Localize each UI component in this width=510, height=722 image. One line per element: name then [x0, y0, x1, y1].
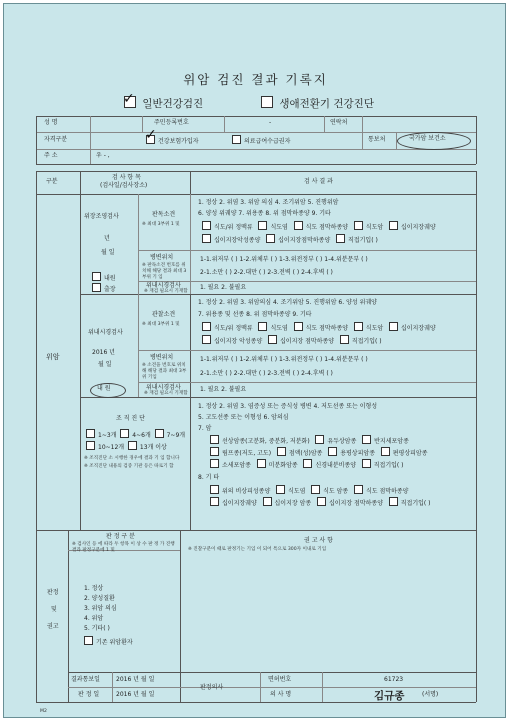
upper-gi-house-checkbox[interactable]: [92, 283, 101, 292]
cancer-box-9[interactable]: [257, 459, 266, 468]
col-item-subheader: (검사일/검사장소): [100, 182, 148, 189]
biopsy-count-5[interactable]: [128, 441, 137, 450]
cancer-box-4[interactable]: [210, 447, 219, 456]
upper-gi-lesion-label: 병변위치: [150, 254, 174, 261]
ugi-box-8[interactable]: [336, 234, 345, 243]
endo-findings-1: 1. 정상 2. 위염 3. 위암의심 4. 조기위암 5. 진행위암 6. 양성 위궤양: [198, 299, 377, 306]
ugi-box-2[interactable]: [258, 221, 267, 230]
endo-year: 2016 년: [92, 349, 115, 356]
page-number: M2: [40, 709, 47, 714]
upper-gi-recheck-note: ※ 재검 필요시 기재함: [144, 289, 188, 294]
biopsy-counts-row1: [86, 429, 185, 441]
endo-findings-label: 관찰소견: [152, 311, 176, 318]
ugi-box-2-label: 식도염: [270, 224, 288, 231]
ugi-box-1[interactable]: [202, 221, 211, 230]
biopsy-result-row1: 1. 정상 2. 위염 3. 염증성 또는 증식성 병변 4. 저도선종 또는 이형성: [198, 403, 378, 410]
endo-date: 월 일: [98, 361, 112, 368]
upper-gi-date: 월 일: [101, 249, 115, 256]
qual-medicaid-label: 의료급여수급권자: [244, 138, 291, 145]
col-item-header: 검 사 항 목: [112, 174, 141, 181]
endo-box-1[interactable]: [202, 322, 211, 331]
endo-box-6[interactable]: [202, 335, 211, 344]
license-label: 면허번호: [268, 676, 292, 683]
cancer-box-8-label: 소세포암종: [222, 462, 251, 469]
biopsy-result-row3: 7. 암: [198, 425, 212, 432]
judgment-item-4[interactable]: 4. 위암: [84, 615, 104, 622]
judgment-item-2[interactable]: 2. 양성질환: [84, 595, 115, 602]
biopsy-count-2[interactable]: [120, 429, 129, 438]
upper-gi-findings-boxes2: [202, 234, 378, 246]
upper-gi-findings-2: 6. 양성 위궤양 7. 위용종 8. 위 점막하종양 9. 기타: [198, 210, 331, 217]
license-value[interactable]: 61723: [384, 676, 404, 683]
general-checkup-checkbox[interactable]: [124, 96, 136, 108]
cancer-box-10-label: 신경내분비종양: [315, 462, 357, 469]
other-box-8[interactable]: [389, 497, 398, 506]
notice-label: 통보처: [368, 136, 386, 143]
biopsy-count-3-label: 7~9개: [166, 432, 186, 439]
endo-box-3-label: 식도 점막하종양: [305, 325, 349, 332]
existing-patient-label: 기존 위암환자: [96, 639, 133, 646]
cancer-box-6-label: 용평상피암종: [340, 450, 375, 457]
doctor-name-value: 김규종: [374, 690, 405, 702]
ugi-box-5[interactable]: [389, 221, 398, 230]
endo-box-4[interactable]: [354, 322, 363, 331]
cancer-box-9-label: 미분화암종: [268, 462, 298, 469]
existing-patient-checkbox[interactable]: [84, 636, 93, 645]
biopsy-note-1: ※ 조직진단 소 시행한 경우에 결과 기 입 합니다: [84, 456, 180, 461]
upper-gi-findings-label: 판독소견: [152, 211, 176, 218]
judge-date[interactable]: 2016 년 월 일: [116, 691, 155, 698]
addr-label: 주 소: [44, 152, 58, 159]
biopsy-count-1-label: 1~3개: [98, 432, 117, 439]
addr-field[interactable]: 우 - ,: [96, 152, 110, 159]
judge-date-label: 판 정 일: [78, 691, 100, 698]
upper-gi-findings-note: ※ 최대 3부위 1 및: [142, 222, 180, 227]
other-box-1[interactable]: [210, 485, 219, 494]
other-box-7[interactable]: [317, 497, 326, 506]
biopsy-title: 조 직 진 단: [116, 415, 145, 422]
contact-field[interactable]: [369, 118, 469, 130]
cancer-box-2[interactable]: [315, 435, 324, 444]
biopsy-other-row2: [210, 497, 431, 509]
ugi-box-6[interactable]: [202, 234, 211, 243]
advice-title: 권 고 사 항: [304, 537, 333, 544]
result-form-sheet: [3, 3, 506, 718]
other-box-5[interactable]: [210, 497, 219, 506]
upper-gi-lesion-row1: 1-1.위저부 ( ) 1-2.위체부 ( ) 1-3.위전정부 ( ) 1-4.위분문부 ( ): [200, 256, 368, 263]
endo-box-5[interactable]: [389, 322, 398, 331]
judgment-label-3: 권고: [47, 623, 59, 630]
ugi-box-8-label: 직접기입( ): [348, 237, 378, 244]
rrn-field[interactable]: -: [269, 119, 272, 126]
cancer-box-3-label: 반지세포암종: [374, 438, 409, 445]
other-box-6[interactable]: [263, 497, 272, 506]
other-box-2[interactable]: [276, 485, 285, 494]
endo-box-3[interactable]: [294, 322, 303, 331]
result-date[interactable]: 2016 년 월 일: [116, 676, 155, 683]
endo-title: 위내시경검사: [88, 329, 123, 336]
gastric-section-label: 위암: [46, 353, 60, 361]
endo-place: 내 원: [97, 385, 111, 392]
ugi-box-3-label: 식도 점막하종양: [305, 224, 349, 231]
advice-field[interactable]: [184, 556, 472, 668]
judgment-class-title: 판 정 구 분: [106, 533, 135, 540]
name-field[interactable]: [92, 118, 140, 130]
biopsy-counts-row2: [86, 441, 167, 453]
upper-gi-house-label: 출장: [104, 286, 116, 293]
biopsy-cancer-row3: [210, 459, 404, 471]
endo-recheck-value[interactable]: 1. 필요 2. 불필요: [200, 386, 247, 393]
ugi-box-4[interactable]: [354, 221, 363, 230]
ugi-box-4-label: 식도암: [365, 224, 384, 231]
endo-lesion-row2: 2-1.소만 ( ) 2-2.대만 ( ) 2-3.전벽 ( ) 2-4.후벽 ( ): [200, 370, 333, 377]
judgment-item-6[interactable]: [84, 636, 133, 648]
cancer-box-5-label: 점액(성)암종: [288, 450, 323, 457]
cancer-box-7[interactable]: [381, 447, 390, 456]
endo-findings-boxes: [202, 322, 436, 334]
endo-box-2[interactable]: [258, 322, 267, 331]
other-box-4-label: 식도 점막하종양: [365, 488, 409, 495]
other-box-5-label: 십이지장궤양: [222, 500, 257, 507]
biopsy-cancer-row1: [210, 435, 409, 447]
rrn-label: 주민등록번호: [154, 119, 189, 126]
upper-gi-lesion-note: ※ 판독소견 번호를 위치해 해당 결과 최대 3부위 기 입: [142, 263, 187, 280]
biopsy-result-row2: 5. 고도선종 또는 이형성 6. 암의심: [198, 414, 289, 421]
other-box-8-label: 직접기입( ): [400, 500, 431, 507]
sign-label: (서명): [422, 691, 439, 698]
biopsy-note-2: ※ 조직진단 내용의 검증 기관 등은 따로기 합: [84, 464, 174, 469]
judgment-class-note: ※ 검사인 등 에 따라 두 항목 이 상 수 판 정 가 진행 결과 판정구분에 1 및: [72, 542, 175, 553]
endo-box-2-label: 식도염: [270, 325, 288, 332]
endo-box-4-label: 식도암: [365, 325, 384, 332]
endo-box-8-label: 직접기입( ): [351, 338, 382, 345]
option-general-checkup[interactable]: [124, 96, 203, 111]
upper-gi-house-option[interactable]: [92, 283, 116, 295]
col-result-header: 검 사 결 과: [304, 178, 333, 185]
endo-box-8[interactable]: [340, 335, 349, 344]
upper-gi-findings-1: 1. 정상 2. 위염 3. 위암 의심 4. 조기위암 5. 진행위암: [198, 199, 339, 206]
cancer-box-7-label: 편평상피암종: [392, 450, 428, 457]
biopsy-count-4[interactable]: [86, 441, 95, 450]
other-box-2-label: 식도염: [288, 488, 306, 495]
option-lifecycle-checkup[interactable]: [261, 96, 374, 111]
ugi-box-5-label: 십이지장궤양: [400, 224, 436, 231]
upper-gi-hospital-label: 내원: [104, 275, 116, 282]
ugi-box-7-label: 십이지장점막하종양: [278, 237, 331, 244]
qual-insured-checkbox[interactable]: [146, 135, 155, 144]
doctor-name-label: 의 사 명: [270, 691, 292, 698]
upper-gi-findings-boxes: [202, 221, 436, 233]
cancer-box-6[interactable]: [328, 447, 337, 456]
cancer-box-10[interactable]: [303, 459, 312, 468]
cancer-box-2-label: 유두상암종: [327, 438, 357, 445]
endo-box-7[interactable]: [268, 335, 277, 344]
endo-lesion-note: ※ 소견을 번호로 위치해 해당 결과 최대 3부위 기입: [142, 363, 187, 380]
lifecycle-checkup-checkbox[interactable]: [261, 96, 273, 108]
endo-box-5-label: 십이지장궤양: [400, 325, 436, 332]
upper-gi-lesion-row2: 2-1.소만 ( ) 2-2.대만 ( ) 2-3.전벽 ( ) 2-4.후벽 ( ): [200, 269, 333, 276]
judgment-item-5[interactable]: 5. 기타( ): [84, 625, 110, 632]
endo-lesion-row1: 1-1.위저부 ( ) 1-2.위체부 ( ) 1-3.위전정부 ( ) 1-4.위분문부 ( ): [200, 356, 368, 363]
judgment-item-3[interactable]: 3. 위암 의심: [84, 605, 117, 612]
qual-insured[interactable]: [146, 135, 199, 147]
ugi-box-3[interactable]: [294, 221, 303, 230]
upper-gi-recheck-value[interactable]: 1. 필요 2. 불필요: [200, 284, 247, 291]
endo-recheck-label: 위내시경검사: [146, 384, 181, 391]
qual-insured-label: 건강보험가입자: [158, 138, 199, 145]
biopsy-count-5-label: 13개 이상: [139, 444, 167, 451]
endo-box-6-label: 십이지장 악성종양: [214, 338, 263, 345]
doctor-label: 판정의사: [200, 684, 224, 691]
upper-gi-hospital-checkbox[interactable]: [92, 272, 101, 281]
judgment-item-1[interactable]: 1. 정상: [84, 585, 104, 592]
cancer-box-5[interactable]: [277, 447, 286, 456]
endo-findings-boxes2: [202, 335, 382, 347]
cancer-box-4-label: 림프종(저도, 고도): [222, 450, 272, 457]
endo-box-7-label: 십이지장 점막하종양: [280, 338, 335, 345]
qual-label: 자격구분: [44, 136, 68, 143]
endo-findings-note: ※ 최대 3부위 1 및: [142, 322, 180, 327]
cancer-box-8[interactable]: [210, 459, 219, 468]
cancer-box-11[interactable]: [362, 459, 371, 468]
endo-findings-2: 7. 위용종 및 선종 8. 위 점막하종양 9. 기타: [198, 311, 312, 318]
ugi-box-7[interactable]: [266, 234, 275, 243]
endo-recheck-note: ※ 재검 필요시 기재함: [144, 391, 188, 396]
upper-gi-recheck-label: 위내시경검사: [146, 282, 181, 289]
endo-box-1-label: 식도/위 정맥류: [214, 325, 253, 332]
col-category-header: 구분: [46, 178, 58, 185]
lifecycle-checkup-label: 생애전환기 건강진단: [279, 98, 374, 110]
biopsy-count-4-label: 10~12개: [98, 444, 125, 451]
other-box-7-label: 십이지장 점막하종양: [328, 500, 384, 507]
qual-medicaid-checkbox[interactable]: [232, 135, 241, 144]
endo-lesion-label: 병변위치: [150, 354, 174, 361]
ugi-box-6-label: 십이지장악성종양: [214, 237, 261, 244]
upper-gi-title: 위장조영검사: [84, 213, 119, 220]
biopsy-cancer-row2: [210, 447, 428, 459]
other-box-3-label: 식도 암종: [323, 488, 349, 495]
form-title: 위암 검진 결과 기록지: [183, 72, 328, 87]
cancer-box-1[interactable]: [210, 435, 219, 444]
other-box-1-label: 위의 비상피성종양: [222, 488, 271, 495]
other-box-4[interactable]: [354, 485, 363, 494]
cancer-box-11-label: 직접기입( ): [373, 462, 404, 469]
cancer-box-3[interactable]: [362, 435, 371, 444]
general-checkup-label: 일반건강검진: [142, 98, 204, 110]
biopsy-count-1[interactable]: [86, 429, 95, 438]
result-date-label: 결과통보일: [71, 676, 100, 683]
judgment-label-1: 판정: [47, 589, 59, 596]
biopsy-result-row4: 8. 기 타: [198, 474, 220, 481]
ugi-box-1-label: 식도/위 정맥류: [214, 224, 253, 231]
judgment-label-2: 및: [51, 606, 57, 613]
advice-note: ※ 진찰구분이 때로 판정기는 기입 이 되어 특으로 300자 이내로 기입: [188, 547, 327, 552]
biopsy-count-3[interactable]: [155, 429, 164, 438]
other-box-3[interactable]: [311, 485, 320, 494]
notice-value: 국가암 보건소: [409, 135, 446, 142]
qual-medicaid[interactable]: [232, 135, 290, 147]
contact-label: 연락처: [330, 119, 348, 126]
other-box-6-label: 십이지장 암종: [274, 500, 312, 507]
biopsy-count-2-label: 4~6개: [132, 432, 151, 439]
upper-gi-year: 년: [104, 235, 110, 242]
cancer-box-1-label: 선상암종(고분화, 중분화, 저분화): [222, 438, 310, 445]
name-label: 성 명: [44, 119, 58, 126]
biopsy-other-row1: [210, 485, 408, 497]
